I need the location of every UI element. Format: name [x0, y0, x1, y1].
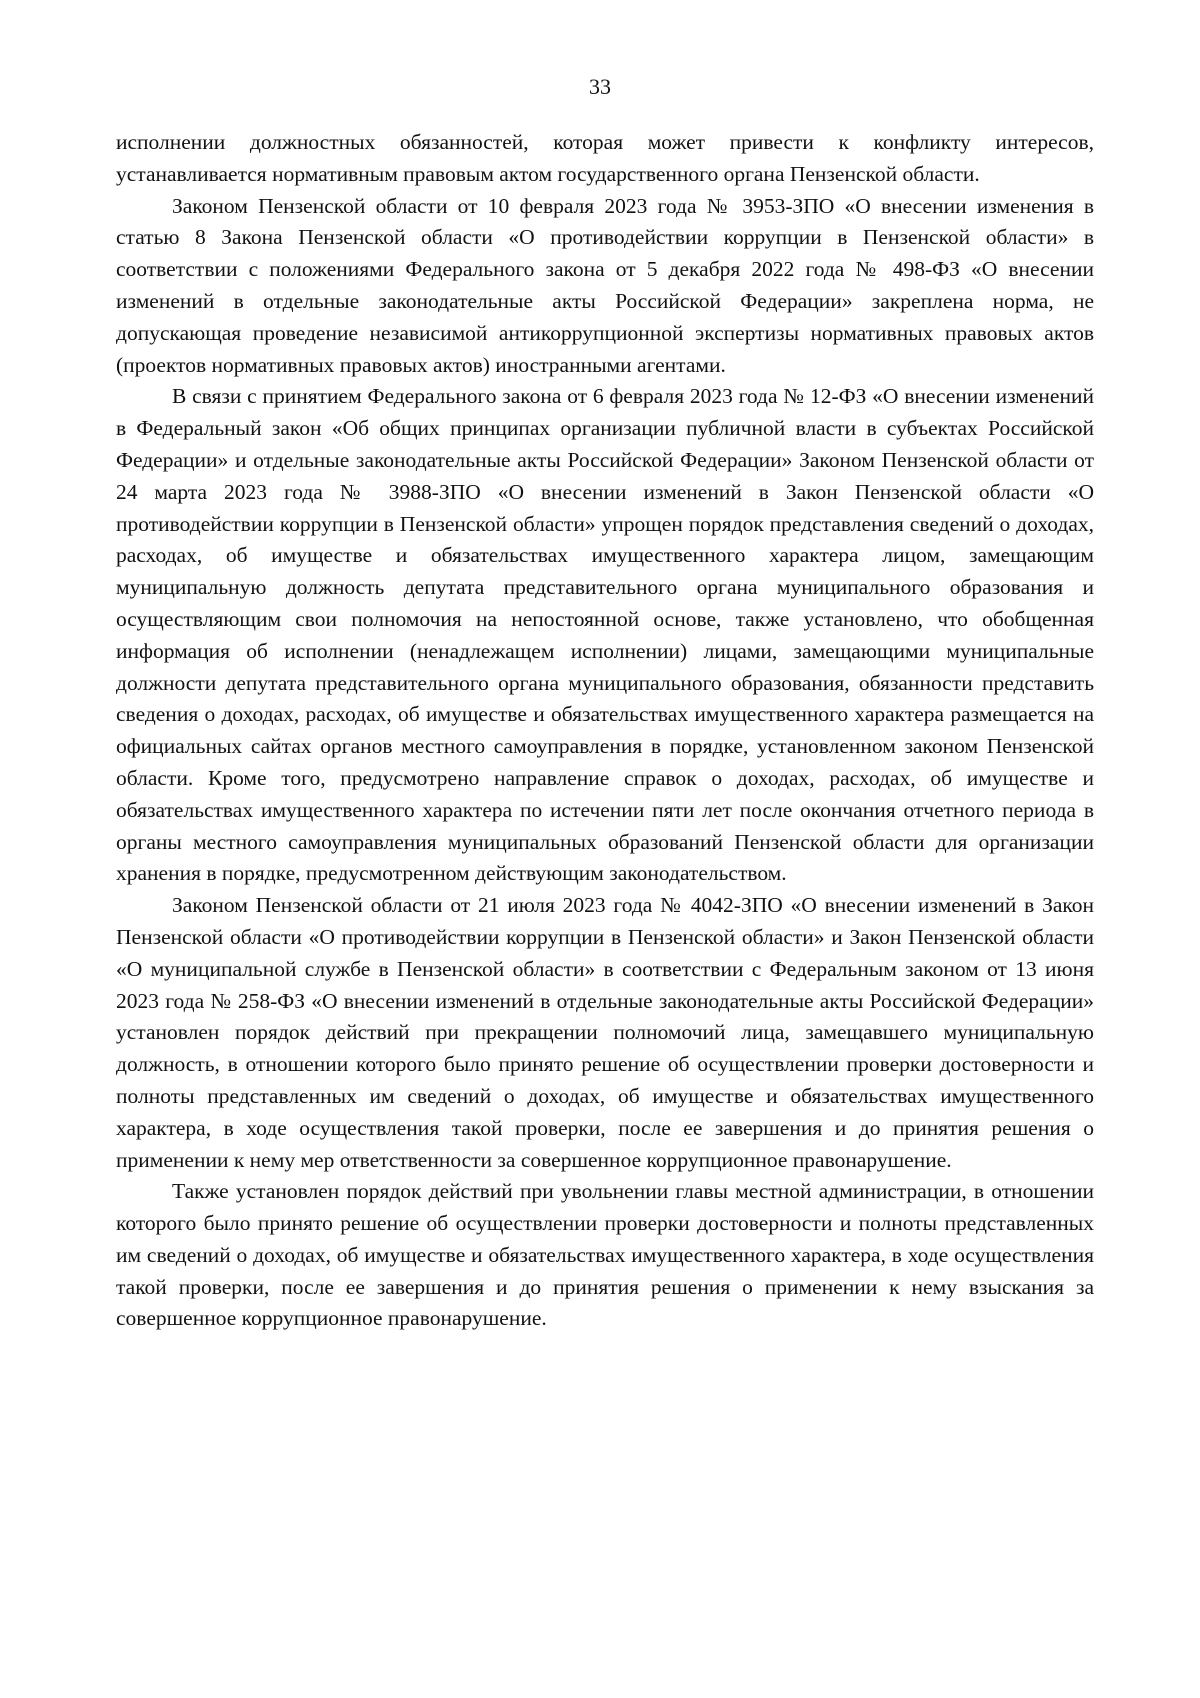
paragraph-2: Законом Пензенской области от 10 февраля 2023 года № 3953-ЗПО «О внесении изменения в статью 8 Закона Пензенской области «О противодействии коррупции в Пензенской области» в соответствии с положениями Федерального закона от 5 декабря 2022 года № 498-ФЗ «О внесении изменений в отдельные законодательные акты Российской Федерации» закреплена норма, не допускающая проведение независимой антикоррупционной экспертизы нормативных правовых актов (проектов нормативных правовых актов) иностранными агентами.	[116, 193, 1094, 377]
paragraph-3: В связи с принятием Федерального закона от 6 февраля 2023 года № 12-ФЗ «О внесении изменений в Федеральный закон «Об общих принципах организации публичной власти в субъектах Российской Федерации» и отдельные законодательные акты Российской Федерации» Законом Пензенской области от 24 марта 2023 года № 3988-ЗПО «О внесении изменений в Закон Пензенской области «О противодействии коррупции в Пензенской области» упрощен порядок представления сведений о доходах, расходах, об имуществе и обязательствах имущественного характера лицом, замещающим муниципальную должность депутата представительного органа муниципального образования и осуществляющим свои полномочия на непостоянной основе, также установлено, что обобщенная информация об исполнении (ненадлежащем исполнении) лицами, замещающими муниципальные должности депутата представительного органа муниципального образования, обязанности представить сведения о доходах, расходах, об имуществе и обязательствах имущественного характера размещается на официальных сайтах органов местного самоуправления в порядке, установленном законом Пензенской области. Кроме того, предусмотрено направление справок о доходах, расходах, об имуществе и обязательствах имущественного характера по истечении пяти лет после окончания отчетного периода в органы местного самоуправления муниципальных образований Пензенской области для организации хранения в порядке, предусмотренном действующим законодательством.	[116, 384, 1094, 886]
paragraph-5: Также установлен порядок действий при увольнении главы местной администрации, в отношении которого было принято решение об осуществлении проверки достоверности и полноты представленных им сведений о доходах, об имуществе и обязательствах имущественного характера, в ходе осуществления такой проверки, после ее завершения и до принятия решения о применении к нему взыскания за совершенное коррупционное правонарушение.	[116, 1179, 1094, 1331]
paragraph-1: исполнении должностных обязанностей, которая может привести к конфликту интересов, устанавливается нормативным правовым актом государственного органа Пензенской области.	[116, 130, 1094, 186]
page-number: 33	[589, 74, 611, 99]
document-body	[116, 127, 1094, 1335]
paragraph-4: Законом Пензенской области от 21 июля 2023 года № 4042-ЗПО «О внесении изменений в Закон Пензенской области «О противодействии коррупции в Пензенской области» и Закон Пензенской области «О муниципальной службе в Пензенской области» в соответствии с Федеральным законом от 13 июня 2023 года № 258-ФЗ «О внесении изменений в отдельные законодательные акты Российской Федерации» установлен порядок действий при прекращении полномочий лица, замещавшего муниципальную должность, в отношении которого было принято решение об осуществлении проверки достоверности и полноты представленных им сведений о доходах, об имуществе и обязательствах имущественного характера, в ходе осуществления такой проверки, после ее завершения и до принятия решения о применении к нему мер ответственности за совершенное коррупционное правонарушение.	[116, 893, 1094, 1172]
